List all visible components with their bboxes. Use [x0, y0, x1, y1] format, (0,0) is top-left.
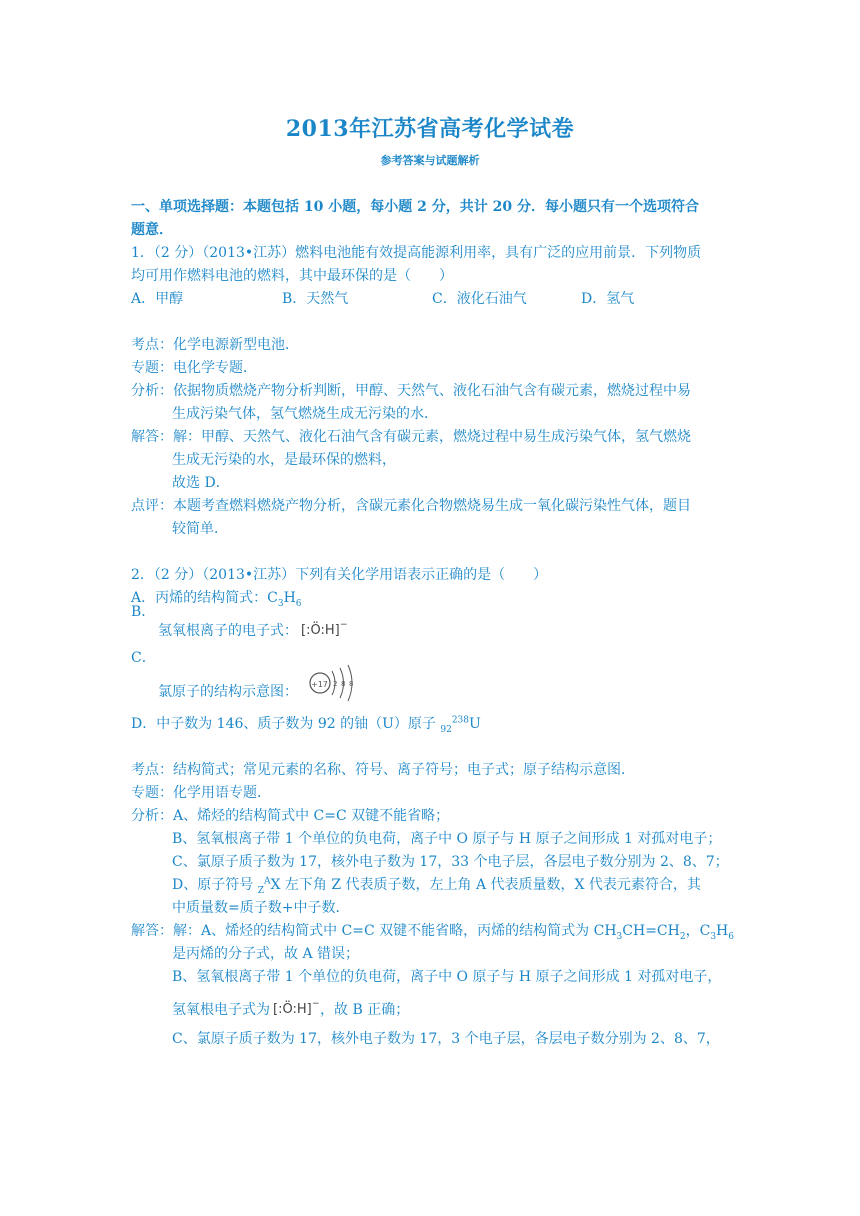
q1-zhuanti: 专题：电化学专题． [131, 360, 257, 376]
q2-jieda-a-n1: 3 [616, 931, 623, 942]
q2-jieda-b-pre: 氢氧根电子式为 [172, 1002, 270, 1018]
q2-fenxi-a: 分析：A、烯烃的结构简式中 C=C 双键不能省略； [131, 808, 450, 824]
q2-jieda-b-post: ，故 B 正确； [320, 1002, 410, 1018]
q1-kaodian: 考点：化学电源新型电池． [131, 337, 299, 353]
q2-jieda-c-line1: C、氯原子质子数为 17，核外电子数为 17，3 个电子层，各层电子数分别为 2、8、7， [172, 1031, 720, 1047]
q1-option-b: B．天然气 [282, 291, 349, 307]
atom-nucleus-label: +17 [311, 680, 328, 689]
q2-jieda-a-n2: 2 [679, 931, 686, 942]
q2-jieda-a-pre: 解答：解：A、烯烃的结构简式中 C=C 双键不能省略，丙烯的结构简式为 CH [131, 923, 617, 939]
q2-option-c-letter: C． [131, 650, 156, 666]
chlorine-atom-diagram [308, 663, 358, 703]
q2-option-d-sup: 238 [451, 715, 469, 726]
q2-fenxi-d-pre: D、原子符号 [172, 877, 258, 893]
q2-stem: 2．（2 分）（2013•江苏）下列有关化学用语表示正确的是（ ） [131, 567, 548, 583]
q1-option-c: C．液化石油气 [432, 291, 527, 307]
q1-dianping-line2: 较简单． [172, 521, 228, 537]
ef-text-answer: [:Ö:H] [273, 1002, 312, 1017]
hydroxide-electron-formula-answer [272, 998, 320, 1018]
q2-fenxi-d-a: A [263, 876, 271, 887]
q1-fenxi-line2: 生成污染气体，氢气燃烧生成无污染的水． [172, 406, 438, 422]
atom-shell-3: 8 [349, 680, 354, 688]
q2-jieda-b-line1: B、氢氧根离子带 1 个单位的负电荷，离子中 O 原子与 H 原子之间形成 1 对孤对电子， [172, 969, 722, 985]
q2-fenxi-d-line2: 中质量数=质子数+中子数． [172, 900, 350, 916]
q2-option-a-sub2: 6 [295, 598, 302, 609]
q2-jieda-a-n3: 3 [710, 931, 717, 942]
q2-jieda-a-n4: 6 [728, 931, 734, 942]
q2-jieda-a-line1 [131, 922, 734, 940]
q2-option-d-sub: 92 [440, 724, 452, 735]
q2-jieda-a-h: H [716, 923, 729, 939]
atom-shell-1: 2 [333, 680, 338, 688]
page-subtitle: 参考答案与试题解析 [380, 154, 480, 167]
q1-jieda-line2: 生成无污染的水，是最环保的燃料， [172, 452, 396, 468]
ef-text-b: [:Ö:H] [301, 623, 340, 638]
q2-option-c: 氯原子的结构示意图： [158, 684, 298, 700]
q2-option-b-letter: B． [131, 604, 156, 620]
section-heading-line2: 题意． [131, 222, 173, 238]
q2-option-d-element: U [469, 716, 481, 732]
q2-jieda-a-line2: 是丙烯的分子式，故 A 错误； [172, 946, 360, 962]
q2-kaodian: 考点：结构简式；常见元素的名称、符号、离子符号；电子式；原子结构示意图． [131, 762, 635, 778]
q1-stem-line2: 均可用作燃料电池的燃料，其中最环保的是（ ） [131, 268, 453, 284]
ef-charge-b: − [340, 620, 348, 630]
page-title: 2013年江苏省高考化学试卷 [285, 116, 575, 142]
q2-fenxi-d-z: Z [257, 885, 264, 896]
q2-option-b [158, 619, 348, 640]
q1-dianping-line1: 点评：本题考查燃料燃烧产物分析，含碳元素化合物燃烧易生成一氧化碳污染性气体，题目 [131, 498, 691, 514]
q2-zhuanti: 专题：化学用语专题． [131, 785, 271, 801]
q2-fenxi-d-post: X 左下角 Z 代表质子数，左上角 A 代表质量数，X 代表元素符合，其 [270, 877, 701, 893]
q2-option-d-text: D．中子数为 146、质子数为 92 的铀（U）原子 [131, 716, 441, 732]
q1-option-d: D．氢气 [581, 291, 635, 307]
q2-fenxi-c: C、氯原子质子数为 17，核外电子数为 17，33 个电子层，各层电子数分别为 2、8、7； [172, 854, 729, 870]
q2-fenxi-d-line1 [172, 876, 701, 894]
q2-option-b-text: 氢氧根离子的电子式： [158, 623, 298, 639]
q1-fenxi-line1: 分析：依据物质燃烧产物分析判断，甲醇、天然气、液化石油气含有碳元素，燃烧过程中易 [131, 383, 691, 399]
q2-option-a-h: H [283, 590, 296, 606]
hydroxide-electron-formula-b [300, 619, 348, 639]
q1-option-a: A．甲醇 [131, 291, 184, 307]
ef-charge-answer: − [312, 999, 320, 1009]
q1-jieda-line3: 故选 D． [172, 475, 230, 491]
q2-jieda-b-line2 [172, 998, 409, 1019]
q2-option-d [131, 715, 481, 733]
q2-jieda-a-c: ，C [685, 923, 711, 939]
q2-option-a [131, 589, 302, 607]
q2-fenxi-b: B、氢氧根离子带 1 个单位的负电荷，离子中 O 原子与 H 原子之间形成 1 对孤对电子； [172, 831, 722, 847]
q2-option-a-text: A．丙烯的结构简式：C [131, 590, 278, 606]
q1-stem-line1: 1．（2 分）（2013•江苏）燃料电池能有效提高能源利用率，具有广泛的应用前景．下列物质 [131, 245, 702, 261]
q2-option-a-sub1: 3 [277, 598, 284, 609]
atom-shell-2: 8 [341, 680, 346, 688]
section-heading-line1: 一、单项选择题：本题包括 10 小题，每小题 2 分，共计 20 分．每小题只有一个选项符合 [131, 199, 699, 215]
q1-jieda-line1: 解答：解：甲醇、天然气、液化石油气含有碳元素，燃烧过程中易生成污染气体，氢气燃烧 [131, 429, 691, 445]
q2-jieda-a-mid: CH=CH [622, 923, 680, 939]
